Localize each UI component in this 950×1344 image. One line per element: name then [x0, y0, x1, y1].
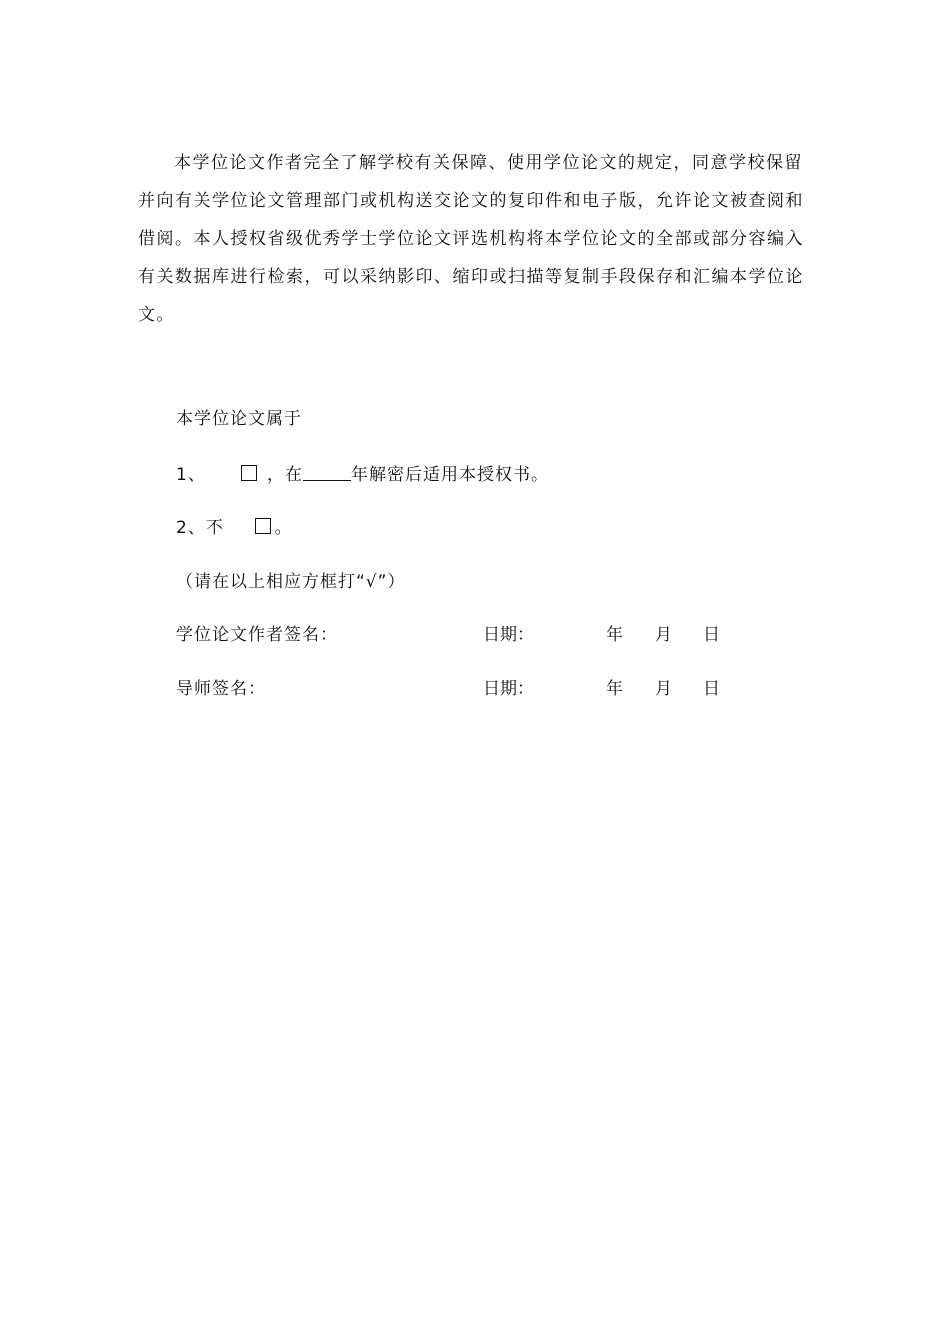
option-1-suffix: 年解密后适用本授权书。	[351, 465, 550, 485]
paragraph-line: 有关数据库进行检索，可以采纳影印、缩印或扫描等复制手段保存和汇编本学位论	[138, 267, 804, 287]
option-2-suffix: 。	[274, 518, 293, 538]
author-date-year: 年	[606, 625, 623, 645]
advisor-date-year: 年	[606, 679, 623, 699]
option-2-label: 2、不	[176, 518, 224, 538]
option-1-checkbox[interactable]	[241, 465, 257, 481]
advisor-signature-label: 导师签名：	[176, 679, 266, 699]
authorization-paragraph	[138, 144, 838, 334]
advisor-date-label: 日期：	[483, 679, 534, 699]
option-2	[176, 513, 293, 538]
paragraph-line: 本学位论文作者完全了解学校有关保障、使用学位论文的规定，同意学校保留	[174, 153, 803, 173]
author-date-month: 月	[655, 625, 672, 645]
paragraph-line: 并向有关学位论文管理部门或机构送交论文的复印件和电子版，允许论文被查阅和	[138, 191, 804, 211]
checkbox-instruction: （请在以上相应方框打“√”）	[176, 572, 406, 592]
option-1	[176, 460, 549, 485]
belongs-label: 本学位论文属于	[176, 409, 302, 429]
author-date-day: 日	[703, 625, 720, 645]
advisor-date-month: 月	[655, 679, 672, 699]
option-2-checkbox[interactable]	[255, 518, 271, 534]
option-1-separator: ，在	[267, 465, 304, 485]
option-1-number: 1、	[176, 465, 206, 485]
paragraph-line: 文。	[138, 305, 175, 325]
advisor-date-day: 日	[703, 679, 720, 699]
year-blank[interactable]	[303, 466, 351, 481]
author-signature-label: 学位论文作者签名：	[176, 625, 338, 645]
paragraph-line: 借阅。本人授权省级优秀学士学位论文评选机构将本学位论文的全部或部分容编入	[138, 229, 804, 249]
author-date-label: 日期：	[483, 625, 534, 645]
